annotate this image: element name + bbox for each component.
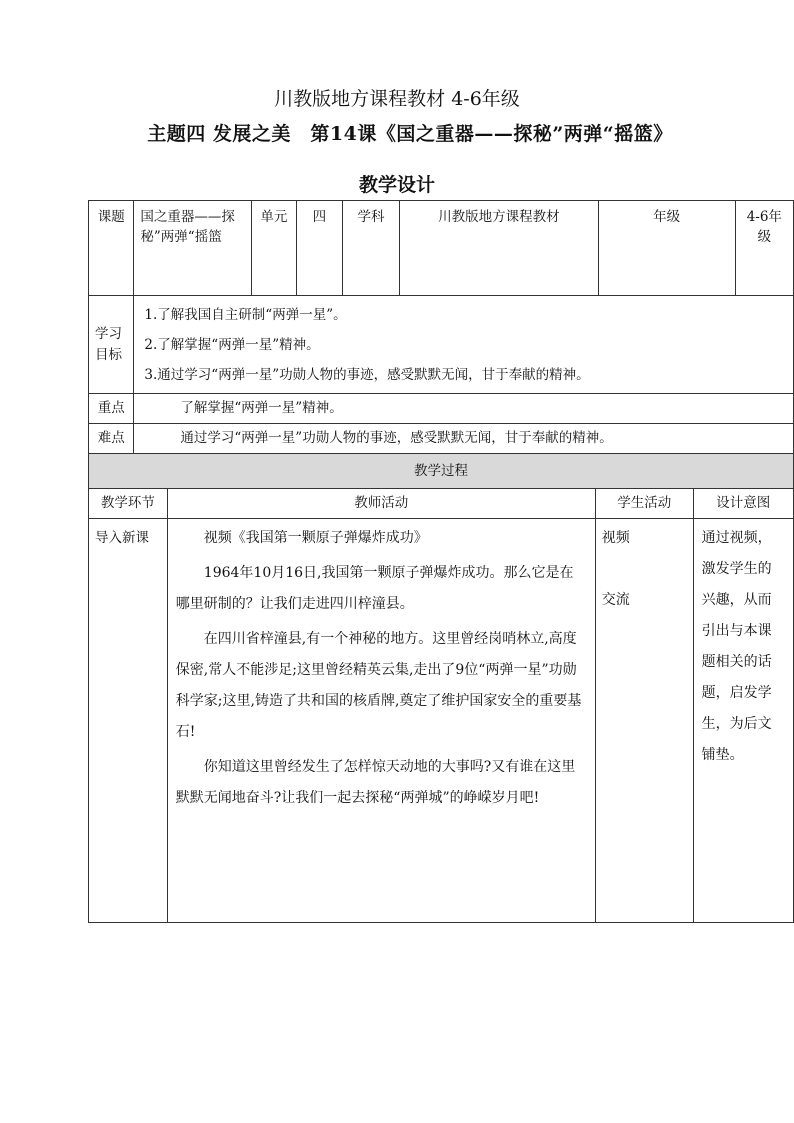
- lesson-plan-table: [88, 200, 794, 923]
- student-activity-item: 视频: [601, 530, 630, 546]
- difficulty-text: 通过学习“两弹一星”功勋人物的事迹，感受默默无闻，甘于奉献的精神。: [134, 424, 794, 454]
- difficulty-row: [89, 424, 794, 454]
- goals-label: 学习目标: [89, 296, 134, 394]
- student-activity-cell: [595, 519, 693, 923]
- doc-title-line1: 川教版地方课程教材 4-6年级: [274, 88, 520, 110]
- doc-title-line2: 主题四 发展之美 第14课《国之重器——探秘”两弹“摇篮》: [147, 123, 673, 145]
- grade-label: 年级: [598, 201, 735, 296]
- teacher-paragraph: 1964年10月16日,我国第一颗原子弹爆炸成功。那么它是在哪里研制的？让我们走进四川梓潼县。: [175, 565, 574, 612]
- student-activity-item: 交流: [601, 592, 630, 608]
- process-title: 教学过程: [89, 454, 794, 489]
- teacher-activity-cell: [167, 519, 595, 923]
- unit-value: 四: [296, 201, 342, 296]
- column-header-intent: 设计意图: [693, 489, 793, 519]
- goal-item: 1.了解我国自主研制“两弹一星”。: [144, 306, 347, 323]
- subject-label: 学科: [343, 201, 400, 296]
- goal-item: 3.通过学习“两弹一星”功勋人物的事迹，感受默默无闻，甘于奉献的精神。: [144, 366, 590, 383]
- process-header-row: [89, 489, 794, 519]
- process-title-row: [89, 454, 794, 489]
- key-point-label: 重点: [89, 394, 134, 424]
- column-header-student: 学生活动: [595, 489, 693, 519]
- unit-label: 单元: [252, 201, 296, 296]
- info-row: [89, 201, 794, 296]
- teacher-paragraph: 你知道这里曾经发生了怎样惊天动地的大事吗?又有谁在这里默默无闻地奋斗?让我们一起去探秘“两弹城”的峥嵘岁月吧!: [175, 759, 576, 806]
- design-intent-cell: 通过视频，激发学生的兴趣，从而引出与本课题相关的话题，启发学生，为后文铺垫。: [693, 519, 793, 923]
- key-point-text: 了解掌握“两弹一星”精神。: [134, 394, 794, 424]
- column-header-teacher: 教师活动: [167, 489, 595, 519]
- process-row-intro: [89, 519, 794, 923]
- key-point-row: [89, 394, 794, 424]
- column-header-stage: 教学环节: [89, 489, 168, 519]
- topic-value: 国之重器——探秘”两弹“摇篮: [134, 201, 252, 296]
- goal-item: 2.了解掌握“两弹一星”精神。: [144, 336, 320, 353]
- goals-content: [134, 296, 794, 394]
- doc-title-line3: 教学设计: [358, 174, 435, 196]
- teacher-paragraph: 在四川省梓潼县,有一个神秘的地方。这里曾经岗哨林立,高度保密,常人不能涉足;这里曾经精英云集,走出了9位“两弹一星”功勋科学家;这里,铸造了共和国的核盾牌,奠定了维护国家安全的重要基石!: [175, 631, 582, 740]
- teacher-paragraph: 视频《我国第一颗原子弹爆炸成功》: [203, 530, 428, 546]
- stage-cell: 导入新课: [89, 519, 168, 923]
- goals-row: [89, 296, 794, 394]
- difficulty-label: 难点: [89, 424, 134, 454]
- subject-value: 川教版地方课程教材: [400, 201, 599, 296]
- topic-label: 课题: [89, 201, 134, 296]
- grade-value: 4-6年级: [735, 201, 793, 296]
